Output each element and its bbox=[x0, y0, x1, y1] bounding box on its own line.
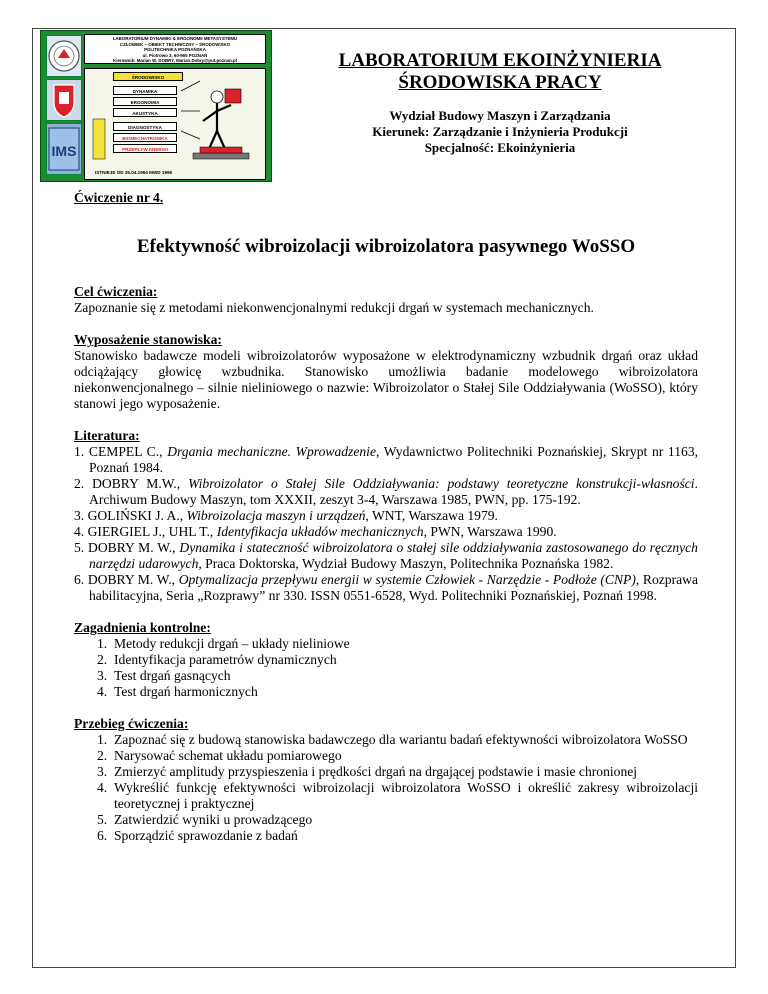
item-text: Wykreślić funkcję efektywności wibroizolacji wibroizolatora WoSSO i określić zakresy wibroizolacji teoretycznej i praktycznej bbox=[114, 780, 698, 811]
item-text: Test drgań harmonicznych bbox=[114, 684, 258, 699]
city-crest-icon bbox=[46, 79, 82, 121]
literature-item bbox=[74, 508, 698, 524]
faculty-info bbox=[300, 108, 700, 156]
logo-stack-item: DIAGNOSTYKA bbox=[113, 122, 177, 131]
exercise-number: Ćwiczenie nr 4. bbox=[74, 190, 164, 205]
list-item bbox=[74, 764, 698, 780]
literature-item bbox=[74, 444, 698, 476]
item-number: 4. bbox=[97, 684, 108, 699]
item-number: 3. bbox=[97, 668, 108, 683]
study-direction: Kierunek: Zarządzanie i Inżynieria Produkcji bbox=[372, 124, 628, 139]
equipment-heading: Wyposażenie stanowiska: bbox=[74, 332, 222, 347]
logo-info-line: LABORATORIUM DYNAMIKI & ERGONOMII METASYSTEMU bbox=[112, 36, 238, 41]
document-body bbox=[74, 190, 698, 860]
ref-author: GOLIŃSKI J. A., bbox=[87, 508, 187, 523]
logo-stack-item: ŚRODOWISKO bbox=[113, 72, 183, 81]
exercise-title: Efektywność wibroizolacji wibroizolatora pasywnego WoSSO bbox=[136, 236, 636, 257]
item-text: Identyfikacja parametrów dynamicznych bbox=[114, 652, 337, 667]
procedure-list bbox=[74, 732, 698, 844]
goal-heading: Cel ćwiczenia: bbox=[74, 284, 158, 299]
ref-title: Wibroizolator o Stałej Sile Oddziaływania: podstawy teoretyczne konstrukcji-własności bbox=[188, 476, 695, 491]
logo-stack-item: DYNAMIKA bbox=[113, 86, 177, 95]
list-item bbox=[74, 828, 698, 844]
ref-number: 6. bbox=[74, 572, 85, 587]
laboratory-title bbox=[300, 50, 700, 94]
ref-number: 2. bbox=[74, 476, 85, 491]
item-number: 2. bbox=[97, 652, 108, 667]
ims-monogram-text: IMS bbox=[51, 143, 77, 159]
item-number: 3. bbox=[97, 764, 108, 779]
literature-item bbox=[74, 476, 698, 508]
logo-stack-item: ERGONOMIA bbox=[113, 97, 177, 106]
equipment-text: Stanowisko badawcze modeli wibroizolatorów wyposażone w elektrodynamiczny wzbudnik drgań oraz układ odciążający głowicę wzbudnika. Stanowisko umożliwia badanie modelowego wibroizolatora niekonwencjonalnego – silnie nieliniowego o nazwie: Wibroizolator o Stałej Sile Oddziaływania (WoSSO), który stanowi jego wyposażenie. bbox=[74, 348, 698, 411]
item-text: Metody redukcji drgań – układy nieliniowe bbox=[114, 636, 350, 651]
list-item bbox=[74, 684, 698, 700]
literature-list bbox=[74, 444, 698, 604]
ref-rest: , PWN, Warszawa 1990. bbox=[423, 524, 557, 539]
ref-author: DOBRY M. W., bbox=[88, 540, 180, 555]
list-item bbox=[74, 668, 698, 684]
logo-info-line: Kierownik: Marian W. DOBRY, Marian.Dobry@put.poznan.pl bbox=[113, 58, 237, 64]
ref-rest: , Wydawnictwo Politechniki Poznańskiej, Skrypt nr 1163, Poznań 1984. bbox=[89, 444, 699, 475]
laboratory-title-line2: ŚRODOWISKA PRACY bbox=[398, 72, 602, 93]
ref-author: DOBRY M. W., bbox=[87, 572, 179, 587]
ref-number: 4. bbox=[74, 524, 85, 539]
laboratory-logo bbox=[40, 30, 272, 182]
procedure-heading: Przebieg ćwiczenia: bbox=[74, 716, 189, 731]
item-text: Narysować schemat układu pomiarowego bbox=[114, 748, 342, 763]
literature-item bbox=[74, 572, 698, 604]
ref-author: GIERGIEL J., UHL T., bbox=[87, 524, 217, 539]
item-number: 1. bbox=[97, 636, 108, 651]
logo-stack-item: BIOMECHATRONIKA bbox=[113, 133, 177, 142]
ref-number: 3. bbox=[74, 508, 85, 523]
logo-stack-item: PRZEPŁYW ENERGII bbox=[113, 144, 177, 153]
laboratory-title-line1: LABORATORIUM EKOINŻYNIERIA bbox=[338, 50, 662, 71]
logo-since-text: ISTNIEJE OD 25.04.1994 MWD 1996 bbox=[95, 170, 173, 175]
item-text: Sporządzić sprawozdanie z badań bbox=[114, 828, 298, 843]
list-item bbox=[74, 652, 698, 668]
goal-text: Zapoznanie się z metodami niekonwencjonalnymi redukcji drgań w systemach mechanicznych. bbox=[74, 300, 594, 315]
list-item bbox=[74, 748, 698, 764]
ref-title: Identyfikacja układów mechanicznych bbox=[216, 524, 424, 539]
logo-info-line: POLITECHNIKA POZNAŃSKA bbox=[144, 47, 206, 53]
literature-item bbox=[74, 540, 698, 572]
ims-monogram-icon bbox=[46, 123, 82, 175]
item-number: 5. bbox=[97, 812, 108, 827]
ref-author: CEMPEL C., bbox=[88, 444, 168, 459]
study-specialty: Specjalność: Ekoinżynieria bbox=[424, 140, 576, 155]
logo-info-line: ul. Piotrowo 3, 60-965 POZNAŃ bbox=[142, 52, 208, 58]
faculty-name: Wydział Budowy Maszyn i Zarządzania bbox=[389, 108, 611, 123]
ref-title: Wibroizolacja maszyn i urządzeń bbox=[186, 508, 366, 523]
ref-rest: . Archiwum Budowy Maszyn, tom XXXII, zeszyt 3-4, Warszawa 1985, PWN, pp. 175-192. bbox=[89, 476, 698, 507]
logo-diagram-panel bbox=[84, 68, 266, 180]
item-number: 6. bbox=[97, 828, 108, 843]
university-emblem-icon bbox=[46, 35, 82, 77]
list-item bbox=[74, 780, 698, 812]
ref-rest: Praca Doktorska, Wydział Budowy Maszyn, Politechnika Poznańska 1982. bbox=[201, 556, 614, 571]
ref-number: 1. bbox=[74, 444, 85, 459]
ref-author: DOBRY M.W., bbox=[92, 476, 189, 491]
item-number: 4. bbox=[97, 780, 108, 795]
logo-stack-item: AKUSTYKA bbox=[113, 108, 177, 117]
item-text: Zmierzyć amplitudy przyspieszenia i prędkości drgań na drgającej podstawie i masie chronionej bbox=[114, 764, 638, 779]
control-questions-list bbox=[74, 636, 698, 700]
control-questions-heading: Zagadnienia kontrolne: bbox=[74, 620, 211, 635]
list-item bbox=[74, 812, 698, 828]
logo-info-line: CZŁOWIEK – OBIEKT TECHNICZNY – ŚRODOWISKO bbox=[119, 41, 231, 47]
item-text: Test drgań gasnących bbox=[114, 668, 231, 683]
ref-number: 5. bbox=[74, 540, 85, 555]
logo-info-box bbox=[84, 34, 266, 64]
ref-rest: , WNT, Warszawa 1979. bbox=[365, 508, 498, 523]
ref-title: Optymalizacja przepływu energii w systemie Człowiek - Narzędzie - Podłoże (CNP) bbox=[178, 572, 636, 587]
item-number: 2. bbox=[97, 748, 108, 763]
list-item bbox=[74, 732, 698, 748]
item-text: Zapoznać się z budową stanowiska badawczego dla wariantu badań efektywności wibroizolatora WoSSO bbox=[114, 732, 688, 747]
list-item bbox=[74, 636, 698, 652]
item-text: Zatwierdzić wyniki u prowadzącego bbox=[114, 812, 313, 827]
ref-title: Dynamika i stateczność wibroizolatora o stałej sile oddziaływania zastosowanego do ręcznych narzędzi udarowych, bbox=[89, 540, 698, 571]
literature-item bbox=[74, 524, 698, 540]
literature-heading: Literatura: bbox=[74, 428, 140, 443]
item-number: 1. bbox=[97, 732, 108, 747]
ref-rest: , Rozprawa habilitacyjna, Seria „Rozprawy” nr 330. ISSN 0551-6528, Wyd. Politechniki Poznańskiej, Poznań 1998. bbox=[89, 572, 698, 603]
ref-title: Drgania mechaniczne. Wprowadzenie bbox=[167, 444, 376, 459]
